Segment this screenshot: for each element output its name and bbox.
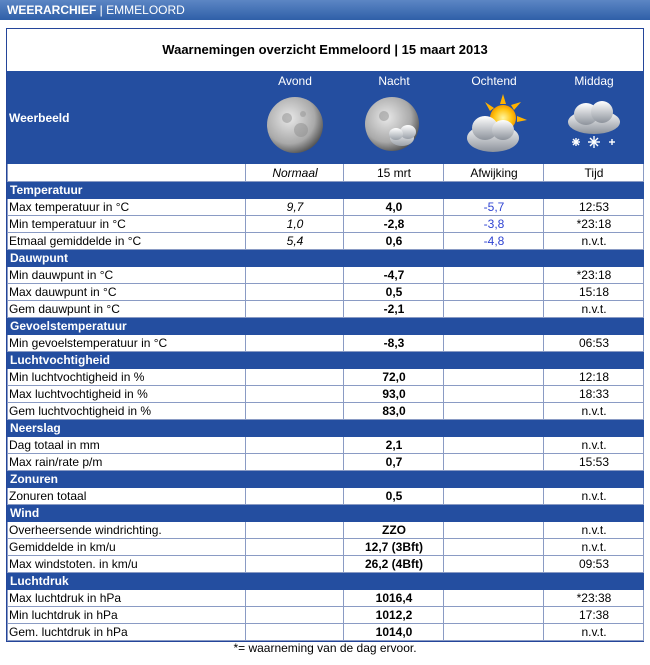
row-label: Max luchtvochtigheid in % bbox=[8, 386, 246, 403]
afwijking-value bbox=[444, 403, 544, 420]
section-title: Temperatuur bbox=[8, 182, 644, 199]
column-header-afwijking: Afwijking bbox=[444, 164, 544, 182]
section-title: Dauwpunt bbox=[8, 250, 644, 267]
row-label: Gemiddelde in km/u bbox=[8, 539, 246, 556]
afwijking-value bbox=[444, 454, 544, 471]
table-row bbox=[8, 301, 644, 318]
tijd-value: 09:53 bbox=[544, 556, 644, 573]
row-label: Gem dauwpunt in °C bbox=[8, 301, 246, 318]
observed-value: 1014,0 bbox=[344, 624, 444, 641]
table-row bbox=[8, 284, 644, 301]
normaal-value bbox=[246, 301, 344, 318]
observed-value: 0,6 bbox=[344, 233, 444, 250]
observed-value: -4,7 bbox=[344, 267, 444, 284]
row-label: Min temperatuur in °C bbox=[8, 216, 246, 233]
observed-value: -2,8 bbox=[344, 216, 444, 233]
table-row bbox=[8, 624, 644, 641]
observed-value: 0,5 bbox=[344, 284, 444, 301]
tijd-value: *23:18 bbox=[544, 216, 644, 233]
table-row bbox=[8, 454, 644, 471]
table-row bbox=[8, 335, 644, 352]
header-separator: | bbox=[96, 3, 107, 17]
normaal-value: 9,7 bbox=[246, 199, 344, 216]
afwijking-value bbox=[444, 624, 544, 641]
row-label: Gem. luchtdruk in hPa bbox=[8, 624, 246, 641]
afwijking-value bbox=[444, 369, 544, 386]
period-label: Ochtend bbox=[471, 74, 517, 88]
normaal-value bbox=[246, 267, 344, 284]
row-label: Min dauwpunt in °C bbox=[8, 267, 246, 284]
section-header-temperatuur bbox=[8, 182, 644, 199]
row-label: Min luchtdruk in hPa bbox=[8, 607, 246, 624]
period-ochtend bbox=[444, 72, 544, 164]
table-row bbox=[8, 369, 644, 386]
section-header-wind bbox=[8, 505, 644, 522]
table-row bbox=[8, 199, 644, 216]
row-label: Overheersende windrichting. bbox=[8, 522, 246, 539]
observed-value: ZZO bbox=[344, 522, 444, 539]
weerbeeld-row bbox=[8, 72, 644, 164]
column-header-tijd: Tijd bbox=[544, 164, 644, 182]
tijd-value: 17:38 bbox=[544, 607, 644, 624]
page-title: Waarnemingen overzicht Emmeloord | 15 maart 2013 bbox=[162, 42, 488, 57]
observed-value: 72,0 bbox=[344, 369, 444, 386]
observation-table bbox=[7, 71, 644, 641]
section-title: Wind bbox=[8, 505, 644, 522]
observation-panel bbox=[6, 28, 644, 642]
tijd-value: 12:18 bbox=[544, 369, 644, 386]
observed-value: 4,0 bbox=[344, 199, 444, 216]
period-middag bbox=[544, 72, 644, 164]
table-row bbox=[8, 386, 644, 403]
tijd-value: *23:38 bbox=[544, 590, 644, 607]
row-label: Max dauwpunt in °C bbox=[8, 284, 246, 301]
row-label: Min luchtvochtigheid in % bbox=[8, 369, 246, 386]
tijd-value: 18:33 bbox=[544, 386, 644, 403]
normaal-value bbox=[246, 386, 344, 403]
normaal-value bbox=[246, 403, 344, 420]
normaal-value bbox=[246, 556, 344, 573]
afwijking-value bbox=[444, 284, 544, 301]
normaal-value bbox=[246, 369, 344, 386]
tijd-value: n.v.t. bbox=[544, 624, 644, 641]
tijd-value: 12:53 bbox=[544, 199, 644, 216]
footnote: *= waarneming van de dag ervoor. bbox=[233, 641, 417, 655]
section-title: Zonuren bbox=[8, 471, 644, 488]
tijd-value: 06:53 bbox=[544, 335, 644, 352]
period-label: Avond bbox=[278, 74, 312, 88]
normaal-value: 5,4 bbox=[246, 233, 344, 250]
afwijking-value bbox=[444, 556, 544, 573]
section-title: Gevoelstemperatuur bbox=[8, 318, 644, 335]
row-label: Zonuren totaal bbox=[8, 488, 246, 505]
top-bar bbox=[0, 0, 650, 20]
row-label: Max windstoten. in km/u bbox=[8, 556, 246, 573]
normaal-value bbox=[246, 590, 344, 607]
section-header-luchtvochtigheid bbox=[8, 352, 644, 369]
afwijking-value bbox=[444, 335, 544, 352]
normaal-value bbox=[246, 454, 344, 471]
afwijking-value: -4,8 bbox=[444, 233, 544, 250]
column-header-empty bbox=[8, 164, 246, 182]
afwijking-value bbox=[444, 437, 544, 454]
sun-cloud-icon bbox=[459, 94, 529, 156]
observed-value: -2,1 bbox=[344, 301, 444, 318]
row-label: Max rain/rate p/m bbox=[8, 454, 246, 471]
tijd-value: 15:53 bbox=[544, 454, 644, 471]
period-avond bbox=[246, 72, 344, 164]
normaal-value: 1,0 bbox=[246, 216, 344, 233]
tijd-value: n.v.t. bbox=[544, 301, 644, 318]
tijd-value: n.v.t. bbox=[544, 488, 644, 505]
period-label: Nacht bbox=[378, 74, 410, 88]
table-row bbox=[8, 607, 644, 624]
normaal-value bbox=[246, 624, 344, 641]
section-header-luchtdruk bbox=[8, 573, 644, 590]
section-header-dauwpunt bbox=[8, 250, 644, 267]
afwijking-value bbox=[444, 590, 544, 607]
observed-value: 0,5 bbox=[344, 488, 444, 505]
afwijking-value bbox=[444, 267, 544, 284]
observed-value: 1012,2 bbox=[344, 607, 444, 624]
moon-cloud-icon bbox=[362, 94, 426, 156]
afwijking-value bbox=[444, 301, 544, 318]
moon-icon bbox=[263, 94, 327, 156]
section-header-neerslag bbox=[8, 420, 644, 437]
observed-value: 26,2 (4Bft) bbox=[344, 556, 444, 573]
observed-value: 93,0 bbox=[344, 386, 444, 403]
observed-value: 2,1 bbox=[344, 437, 444, 454]
row-label: Max luchtdruk in hPa bbox=[8, 590, 246, 607]
afwijking-value bbox=[444, 539, 544, 556]
afwijking-value bbox=[444, 488, 544, 505]
cloud-snow-icon bbox=[562, 94, 626, 156]
observed-value: -8,3 bbox=[344, 335, 444, 352]
observed-value: 1016,4 bbox=[344, 590, 444, 607]
row-label: Max temperatuur in °C bbox=[8, 199, 246, 216]
table-row bbox=[8, 488, 644, 505]
section-title: Luchtvochtigheid bbox=[8, 352, 644, 369]
afwijking-value bbox=[444, 386, 544, 403]
table-row bbox=[8, 216, 644, 233]
period-nacht bbox=[344, 72, 444, 164]
tijd-value: n.v.t. bbox=[544, 403, 644, 420]
tijd-value: n.v.t. bbox=[544, 233, 644, 250]
column-header-row bbox=[8, 164, 644, 182]
afwijking-value bbox=[444, 522, 544, 539]
normaal-value bbox=[246, 539, 344, 556]
tijd-value: *23:18 bbox=[544, 267, 644, 284]
weerbeeld-label: Weerbeeld bbox=[8, 72, 246, 164]
tijd-value: n.v.t. bbox=[544, 437, 644, 454]
tijd-value: 15:18 bbox=[544, 284, 644, 301]
period-label: Middag bbox=[574, 74, 614, 88]
row-label: Etmaal gemiddelde in °C bbox=[8, 233, 246, 250]
normaal-value bbox=[246, 607, 344, 624]
section-title: Luchtdruk bbox=[8, 573, 644, 590]
observed-value: 83,0 bbox=[344, 403, 444, 420]
normaal-value bbox=[246, 522, 344, 539]
section-header-gevoelstemperatuur bbox=[8, 318, 644, 335]
normaal-value bbox=[246, 488, 344, 505]
column-header-normaal: Normaal bbox=[246, 164, 344, 182]
table-row bbox=[8, 522, 644, 539]
afwijking-value bbox=[444, 607, 544, 624]
afwijking-value: -5,7 bbox=[444, 199, 544, 216]
column-header-date: 15 mrt bbox=[344, 164, 444, 182]
normaal-value bbox=[246, 437, 344, 454]
observed-value: 12,7 (3Bft) bbox=[344, 539, 444, 556]
table-row bbox=[8, 403, 644, 420]
brand-label[interactable]: WEERARCHIEF bbox=[7, 3, 97, 17]
observed-value: 0,7 bbox=[344, 454, 444, 471]
row-label: Gem luchtvochtigheid in % bbox=[8, 403, 246, 420]
section-title: Neerslag bbox=[8, 420, 644, 437]
normaal-value bbox=[246, 284, 344, 301]
section-header-zonuren bbox=[8, 471, 644, 488]
row-label: Dag totaal in mm bbox=[8, 437, 246, 454]
table-row bbox=[8, 437, 644, 454]
tijd-value: n.v.t. bbox=[544, 539, 644, 556]
table-row bbox=[8, 233, 644, 250]
table-row bbox=[8, 539, 644, 556]
afwijking-value: -3,8 bbox=[444, 216, 544, 233]
table-row bbox=[8, 556, 644, 573]
table-row bbox=[8, 267, 644, 284]
location-label: EMMELOORD bbox=[106, 3, 185, 17]
row-label: Min gevoelstemperatuur in °C bbox=[8, 335, 246, 352]
normaal-value bbox=[246, 335, 344, 352]
table-row bbox=[8, 590, 644, 607]
tijd-value: n.v.t. bbox=[544, 522, 644, 539]
